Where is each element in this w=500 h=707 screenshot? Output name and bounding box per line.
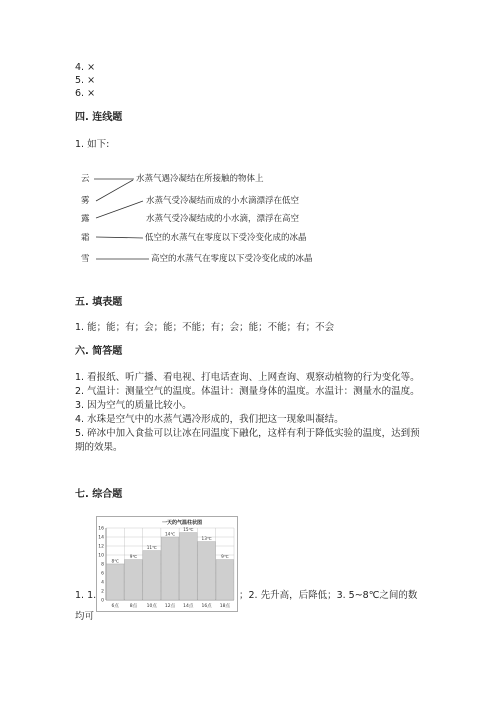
x-tick-label: 16点 — [201, 604, 212, 609]
match-line-dew — [96, 201, 143, 218]
section-7-suffix-line2: 均可 — [75, 611, 95, 622]
match-line-fog — [96, 180, 133, 201]
data-label-14点: 15℃ — [183, 527, 194, 532]
x-tick-label: 10点 — [146, 604, 157, 609]
section-4-intro: 1. 如下: — [75, 139, 110, 150]
match-left-dew: 露 — [81, 214, 90, 224]
section-7-prefix: 1. 1. — [75, 590, 97, 601]
y-tick-label: 6 — [101, 571, 104, 577]
bar-8点 — [125, 560, 143, 601]
data-label-8点: 9℃ — [129, 554, 138, 559]
match-left-cloud: 云 — [81, 174, 90, 184]
y-tick-label: 0 — [101, 598, 104, 604]
y-tick-label: 16 — [98, 526, 104, 532]
judge-line-5: 5. × — [75, 75, 96, 86]
x-tick-label: 14点 — [183, 604, 194, 609]
bar-12点 — [161, 537, 179, 600]
y-tick-label: 4 — [101, 580, 104, 586]
answer-line-5: 5. 碎冰中加入食盐可以让冰在同温度下融化，这样有利于降低实验的温度，达到预期的效果。 — [75, 428, 420, 453]
match-line-frost — [96, 237, 143, 238]
section-4-title: 四. 连线题 — [75, 112, 123, 123]
section-7-suffix-line1: ；2. 先升高，后降低；3. 5~8℃之间的数 — [239, 590, 418, 601]
match-right-5: 高空的水蒸气在零度以下受冷变化成的冰晶 — [151, 254, 313, 264]
chart-title: 一天的气温柱状图 — [161, 520, 203, 526]
temperature-chart — [96, 516, 238, 612]
bar-14点 — [179, 533, 197, 601]
match-left-frost: 霜 — [81, 233, 90, 243]
y-tick-label: 10 — [98, 553, 104, 559]
answer-line-3: 3. 因为空气的质量比较小。 — [75, 400, 192, 411]
x-tick-label: 18点 — [219, 604, 230, 609]
y-tick-label: 8 — [101, 562, 104, 568]
bar-6点 — [106, 564, 124, 600]
match-right-4: 低空的水蒸气在零度以下受冷变化成的冰晶 — [145, 233, 307, 243]
judge-line-4: 4. × — [75, 62, 96, 73]
answer-line-2: 2. 气温计：测量空气的温度。体温计：测量身体的温度。水温计：测量水的温度。 — [75, 386, 420, 397]
bar-10点 — [143, 551, 161, 601]
section-6-title: 六. 简答题 — [75, 346, 123, 357]
x-tick-label: 12点 — [164, 604, 176, 609]
match-left-fog: 雾 — [81, 196, 90, 206]
section-7-title: 七. 综合题 — [75, 489, 123, 500]
section-6-answers — [75, 371, 427, 455]
y-tick-label: 2 — [101, 589, 104, 595]
match-right-2: 水蒸气受冷凝结而成的小水滴漂浮在低空 — [146, 196, 300, 206]
chart-svg — [96, 516, 238, 612]
judge-line-6: 6. × — [75, 88, 96, 99]
bar-18点 — [216, 560, 234, 601]
data-label-6点: 8℃ — [111, 558, 119, 564]
section-5-answer: 1. 能；能；有；会；能；不能；有；会；能；不能；有；不会 — [75, 322, 335, 333]
data-label-10点: 11℃ — [146, 545, 157, 550]
match-right-1: 水蒸气遇冷凝结在所接触的物体上 — [136, 174, 264, 184]
x-tick-label: 6点 — [111, 604, 119, 609]
x-tick-label: 8点 — [129, 604, 138, 609]
data-label-12点: 14℃ — [164, 531, 176, 537]
bar-16点 — [198, 542, 216, 601]
match-left-snow: 雪 — [81, 254, 90, 264]
data-label-18点: 9℃ — [221, 554, 229, 559]
y-tick-label: 12 — [98, 544, 104, 550]
match-lines — [0, 0, 500, 300]
answer-line-1: 1. 看报纸、听广播、看电视、打电话查询、上网查询、观察动植物的行为变化等。 — [75, 372, 420, 383]
match-right-3: 水蒸气受冷凝结成的小水滴，漂浮在高空 — [146, 214, 300, 224]
section-5-title: 五. 填表题 — [75, 297, 123, 308]
data-label-16点: 13℃ — [201, 536, 212, 541]
y-tick-label: 14 — [98, 535, 104, 541]
answer-line-4: 4. 水珠是空气中的水蒸气遇冷形成的，我们把这一现象叫凝结。 — [75, 414, 344, 425]
